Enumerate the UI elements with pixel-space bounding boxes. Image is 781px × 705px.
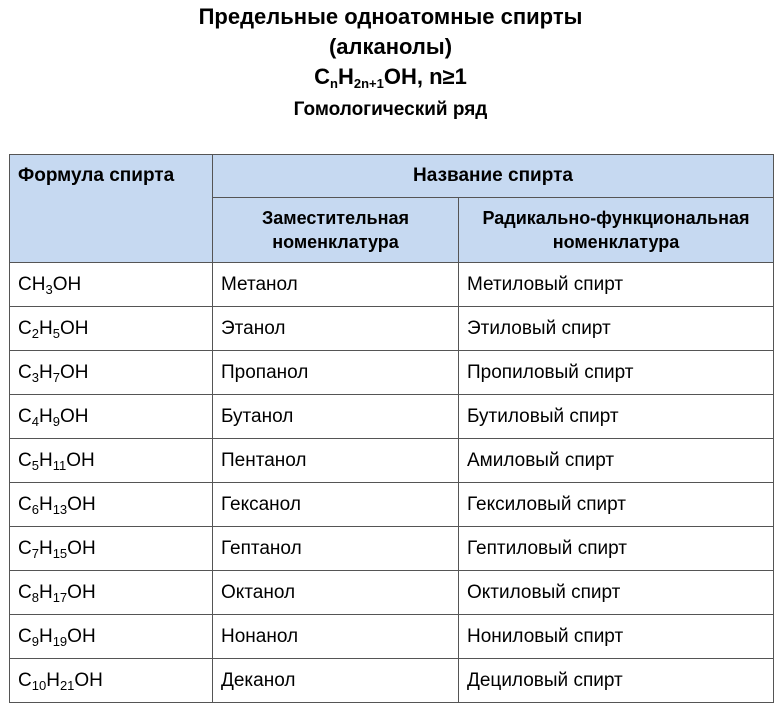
formula-cell: [10, 571, 213, 615]
formula-part: C: [314, 64, 331, 89]
formula-part: C: [18, 449, 32, 471]
radical-name-cell: Октиловый спирт: [459, 571, 774, 615]
radical-name-cell: Этиловый спирт: [459, 307, 774, 351]
substitutive-name-cell: Пентанол: [213, 439, 459, 483]
formula-part: 9: [31, 633, 39, 649]
table-row: [10, 263, 774, 307]
substitutive-name-cell: Октанол: [213, 571, 459, 615]
table-body: [10, 263, 774, 703]
formula-cell: [10, 307, 213, 351]
formula-part: H: [38, 405, 53, 427]
radical-name-cell: Амиловый спирт: [459, 439, 774, 483]
formula-part: 19: [52, 633, 68, 649]
formula-part: H: [38, 493, 53, 515]
formula-part: H: [38, 625, 53, 647]
formula-part: OH: [67, 581, 96, 603]
formula-part: 17: [52, 589, 68, 605]
formula-cell: [10, 483, 213, 527]
formula-part: 3: [31, 369, 39, 385]
formula-part: C: [18, 317, 32, 339]
formula-cell: [10, 351, 213, 395]
formula-part: H: [38, 581, 53, 603]
formula-part: 7: [31, 545, 39, 561]
table-row: [10, 395, 774, 439]
formula-part: H: [38, 537, 53, 559]
formula-part: 15: [52, 545, 68, 561]
formula-part: OH: [59, 405, 89, 427]
radical-name-cell: Нониловый спирт: [459, 615, 774, 659]
table-row: [10, 307, 774, 351]
formula-part: H: [46, 669, 60, 691]
formula-part: C: [18, 361, 32, 383]
formula-part: C: [18, 581, 32, 603]
formula-part: 5: [52, 325, 60, 341]
radical-name-cell: Пропиловый спирт: [459, 351, 774, 395]
formula-part: 13: [52, 501, 68, 517]
table-row: [10, 615, 774, 659]
substitutive-name-cell: Этанол: [213, 307, 459, 351]
formula-cell: [10, 527, 213, 571]
formula-part: 10: [31, 677, 47, 693]
formula-part: OH: [67, 537, 96, 559]
general-formula: [0, 62, 781, 92]
formula-part: n: [330, 76, 338, 91]
formula-cell: [10, 439, 213, 483]
header-formula: Формула спирта: [10, 155, 213, 263]
formula-part: C: [18, 537, 32, 559]
formula-part: OH: [52, 273, 82, 295]
formula-cell: [10, 659, 213, 703]
formula-part: H: [337, 64, 354, 89]
formula-part: C: [18, 273, 32, 295]
formula-part: 3: [45, 281, 53, 297]
formula-part: 7: [52, 369, 60, 385]
table-row: [10, 439, 774, 483]
substitutive-name-cell: Гептанол: [213, 527, 459, 571]
substitutive-name-cell: Гексанол: [213, 483, 459, 527]
formula-part: C: [18, 405, 32, 427]
formula-part: OH: [59, 317, 89, 339]
formula-part: 2n+1: [353, 76, 384, 91]
homologous-series-table: [9, 154, 774, 703]
radical-name-cell: Метиловый спирт: [459, 263, 774, 307]
formula-part: C: [18, 669, 32, 691]
formula-part: OH: [67, 625, 96, 647]
formula-part: OH: [66, 449, 95, 471]
table-row: [10, 483, 774, 527]
formula-part: 8: [31, 589, 39, 605]
substitutive-name-cell: Нонанол: [213, 615, 459, 659]
formula-part: 4: [31, 413, 39, 429]
formula-part: OH, n≥1: [383, 64, 467, 89]
formula-part: H: [31, 273, 46, 295]
table-row: [10, 351, 774, 395]
header-radical: Радикально-функциональная номенклатура: [459, 198, 774, 263]
radical-name-cell: Гексиловый спирт: [459, 483, 774, 527]
substitutive-name-cell: Деканол: [213, 659, 459, 703]
formula-cell: [10, 615, 213, 659]
table-row: [10, 571, 774, 615]
formula-part: H: [38, 317, 53, 339]
formula-part: 5: [31, 457, 39, 473]
page-title-alt-name: (алканолы): [328, 34, 453, 59]
radical-name-cell: Бутиловый спирт: [459, 395, 774, 439]
header-substitutive: Заместительная номенклатура: [213, 198, 459, 263]
formula-part: OH: [74, 669, 103, 691]
formula-part: OH: [59, 361, 89, 383]
formula-part: 2: [31, 325, 39, 341]
substitutive-name-cell: Бутанол: [213, 395, 459, 439]
formula-part: H: [38, 449, 53, 471]
page-title: Предельные одноатомные спирты: [198, 4, 583, 29]
formula-part: 9: [52, 413, 60, 429]
table-row: [10, 659, 774, 703]
formula-part: 21: [59, 677, 75, 693]
formula-cell: [10, 263, 213, 307]
formula-part: H: [38, 361, 53, 383]
formula-part: C: [18, 625, 32, 647]
header-name: Название спирта: [213, 155, 774, 198]
radical-name-cell: Дециловый спирт: [459, 659, 774, 703]
formula-part: OH: [67, 493, 96, 515]
formula-part: 11: [52, 457, 67, 473]
radical-name-cell: Гептиловый спирт: [459, 527, 774, 571]
table-row: [10, 527, 774, 571]
substitutive-name-cell: Пропанол: [213, 351, 459, 395]
formula-part: 6: [31, 501, 39, 517]
page-subtitle: Гомологический ряд: [293, 99, 488, 120]
formula-cell: [10, 395, 213, 439]
formula-part: C: [18, 493, 32, 515]
substitutive-name-cell: Метанол: [213, 263, 459, 307]
